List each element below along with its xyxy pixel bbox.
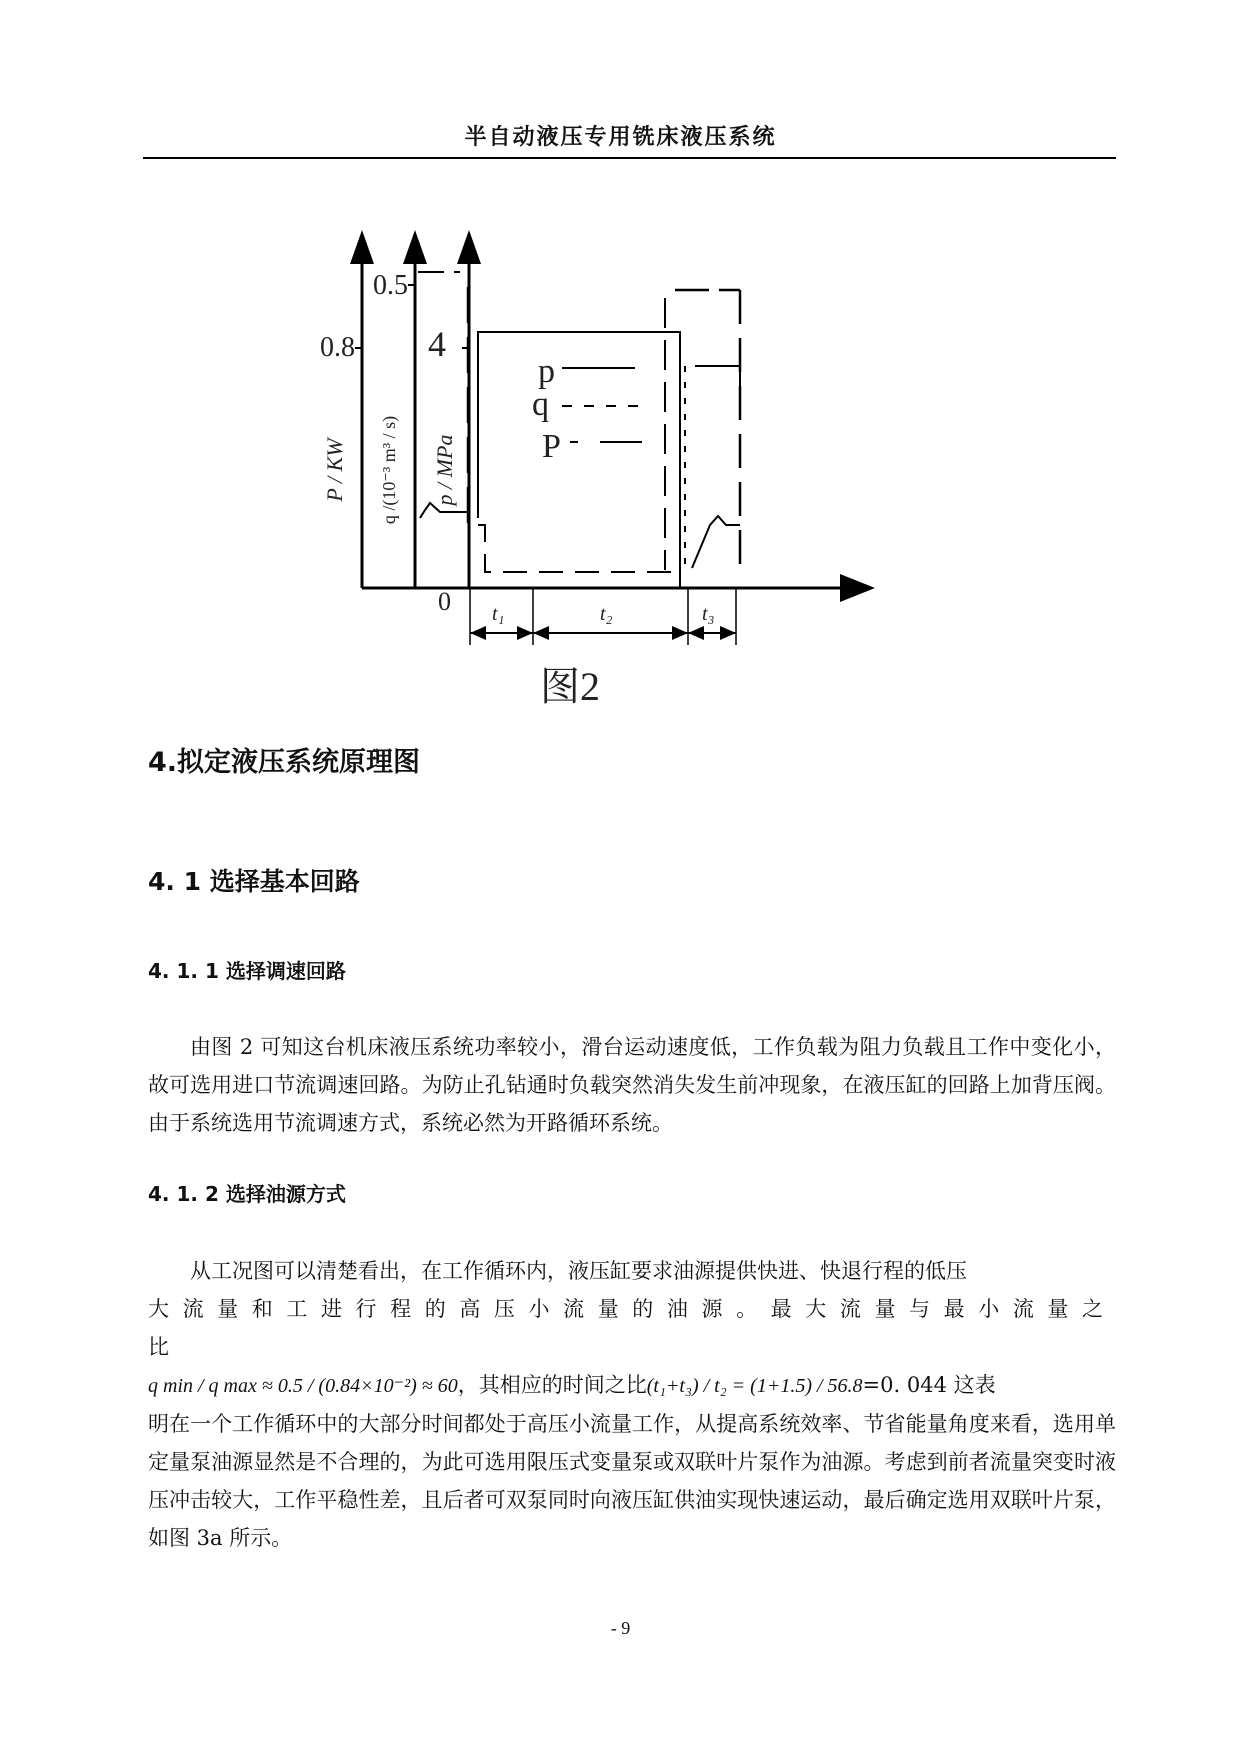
power-axis-arrow [350,230,374,264]
sub1-heading: 4. 1. 1 选择调速回路 [148,959,346,983]
flow-curve-work [478,525,675,572]
legend-p-label: p [538,353,555,390]
work-cycle-diagram [300,220,900,720]
section-heading: 4.拟定液压系统原理图 [148,747,421,778]
tick-power: 0.8 [320,332,355,363]
page-number: - 9 [610,1618,631,1638]
sub2-formula-line [148,1366,1116,1405]
sub2-text-end: =0. 044 这表 [862,1373,996,1397]
power-axis-label: P / KW [322,438,347,502]
header-rule [143,157,1116,159]
time-axis-arrow [840,574,875,602]
power-curve-return [692,516,740,568]
flow-ratio-formula: q min / q max ≈ 0.5 / (0.84×10⁻²) ≈ 60 [148,1375,458,1397]
legend-power-label: P [542,428,561,465]
work-cycle-figure [300,220,900,720]
sub2-line1: 从工况图可以清楚看出，在工作循环内，液压缸要求油源提供快进、快退行程的低压 [190,1259,967,1283]
page-header-title: 半自动液压专用铣床液压系统 [464,125,777,150]
legend-q-label: q [532,386,549,423]
sub2-paragraph [148,1252,1116,1557]
sub2-text-mid: ，其相应的时间之比 [457,1373,647,1397]
pressure-axis-arrow [457,230,481,264]
subsection-heading: 4. 1 选择基本回路 [148,867,360,896]
sub1-paragraph-text: 由图 2 可知这台机床液压系统功率较小，滑台运动速度低，工作负载为阻力负载且工作中变化小，故可选用进口节流调速回路。为防止孔钻通时负载突然消失发生前冲现象，在液压缸的回路上加背压阀。由于系统选用节流调速方式，系统必然为开路循环系统。 [148,1035,1116,1135]
pressure-axis-label: p / MPa [432,434,457,506]
figure-caption: 图2 [540,664,600,709]
t3-label: t₃ [702,603,715,625]
flow-axis-label: q /(10⁻³ m³ / s) [379,415,399,525]
tick-flow: 0.5 [373,270,408,301]
sub1-paragraph [148,1028,1116,1142]
t2-label: t₂ [600,603,613,625]
sub2-rest: 明在一个工作循环中的大部分时间都处于高压小流量工作，从提高系统效率、节省能量角度来看，选用单定量泵油源显然是不合理的，为此可选用限压式变量泵或双联叶片泵作为油源。考虑到前者流量突变时液压冲击较大，工作平稳性差，且后者可双泵同时向液压缸供油实现快速运动，最后确定选用双联叶片泵，如图 3a 所示。 [148,1412,1116,1550]
sub2-heading: 4. 1. 2 选择油源方式 [148,1182,346,1206]
flow-axis-arrow [403,230,427,264]
tick-origin: 0 [438,587,451,616]
t1-label: t₁ [492,603,505,625]
time-ratio-formula: (t₁+t₃) / t₂ = (1+1.5) / 56.8 [646,1375,863,1397]
sub2-line2: 大流量和工进行程的高压小流量的油源。最大流量与最小流量之比 [148,1297,1116,1359]
pressure-curve [478,332,680,588]
tick-pressure: 4 [428,324,446,364]
